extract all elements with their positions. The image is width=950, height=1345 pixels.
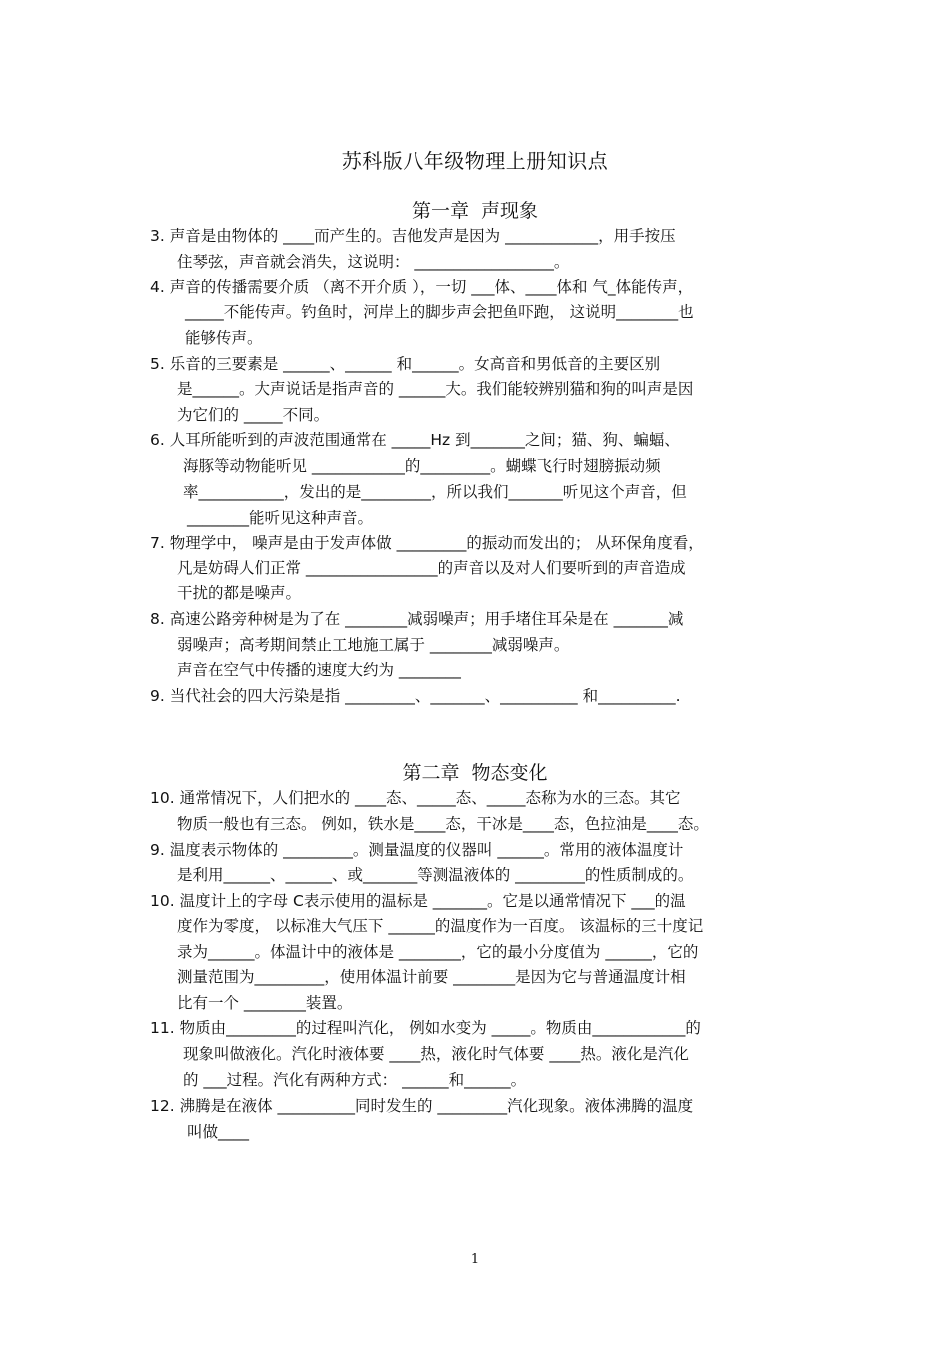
text-line: 凡是妨碍人们正常 _________________的声音以及对人们要听到的声音造成 [177,559,686,577]
text-line: ________能听见这种声音。 [187,509,374,527]
text-line: 弱噪声；高考期间禁止工地施工属于 ________减弱噪声。 [177,636,570,654]
text-line: 3. 声音是由物体的 ____而产生的。吉他发声是因为 ____________，用手按压 [150,227,676,245]
chapter-2-number: 第二章 [402,762,460,784]
text-line: 能够传声。 [185,329,263,347]
text-line: 度作为零度， 以标准大气压下 ______的温度作为一百度。 该温标的三十度记 [177,917,704,935]
chapter-2-name: 物态变化 [471,762,548,784]
text-line: 12. 沸腾是在液体 __________同时发生的 _________汽化现象。液体沸腾的温度 [150,1097,694,1115]
text-line: 4. 声音的传播需要介质 （离不开介质 ），一切 ___体、____体和 气_体能传声， [150,278,694,296]
text-line: 物质一般也有三态。 例如，铁水是____态，干冰是____态，色拉油是____态。 [177,815,709,833]
text-line: 9. 当代社会的四大污染是指 _________、_______、__________ 和__________. [150,687,681,705]
text-line: 海豚等动物能听见 ____________的_________。蝴蝶飞行时翅膀振动频 [183,457,661,475]
chapter-2-heading [0,758,950,785]
text-line: 声音在空气中传播的速度大约为 ________ [177,661,461,679]
document-title: 苏科版八年级物理上册知识点 [341,149,609,173]
text-line: 是利用______、______、或_______等测温液体的 _________的性质制成的。 [177,866,694,884]
text-line: 是______。大声说话是指声音的 ______大。我们能较辨别猫和狗的叫声是因 [177,380,694,398]
text-line: 叫做____ [187,1123,250,1141]
text-line: 现象叫做液化。汽化时液体要 ____热，液化时气体要 ____热。液化是汽化 [183,1045,689,1063]
text-line: 率___________，发出的是_________，所以我们_______听见这个声音，但 [183,483,687,501]
text-line: 10. 通常情况下，人们把水的 ____态、_____态、_____态称为水的三态。其它 [150,789,681,807]
text-line: _____不能传声。钓鱼时，河岸上的脚步声会把鱼吓跑， 这说明________也 [185,303,694,321]
chapter-1-name: 声现象 [481,200,539,222]
text-line: 录为______。体温计中的液体是 ________，它的最小分度值为 ______，它的 [177,943,699,961]
text-line: 测量范围为_________，使用体温计前要 ________是因为它与普通温度计相 [177,968,686,986]
chapter-1-heading [0,196,950,223]
text-line: 6. 人耳所能听到的声波范围通常在 _____Hz 到_______之间；猫、狗、蝙蝠、 [150,431,680,449]
text-line: 比有一个 ________装置。 [177,994,353,1012]
text-line: 的 ___过程。汽化有两种方式： ______和______。 [183,1071,527,1089]
text-line: 11. 物质由_________的过程叫汽化， 例如水变为 _____。物质由____________的 [150,1019,701,1037]
text-line: 10. 温度计上的字母 C表示使用的温标是 _______。它是以通常情况下 ___的温 [150,892,686,910]
text-line: 住琴弦，声音就会消失，这说明： __________________。 [177,253,570,271]
text-line: 干扰的都是噪声。 [177,584,302,602]
text-line: 为它们的 _____不同。 [177,406,330,424]
text-line: 9. 温度表示物体的 _________。测量温度的仪器叫 ______。常用的液体温度计 [150,841,684,859]
text-line: 8. 高速公路旁种树是为了在 ________减弱噪声；用手堵住耳朵是在 _______减 [150,610,684,628]
chapter-1-number: 第一章 [411,200,469,222]
page-number: 1 [470,1252,480,1267]
text-line: 7. 物理学中， 噪声是由于发声体做 _________的振动而发出的； 从环保角度看， [150,534,704,552]
text-line: 5. 乐音的三要素是 ______、______ 和______。女高音和男低音的主要区别 [150,355,661,373]
